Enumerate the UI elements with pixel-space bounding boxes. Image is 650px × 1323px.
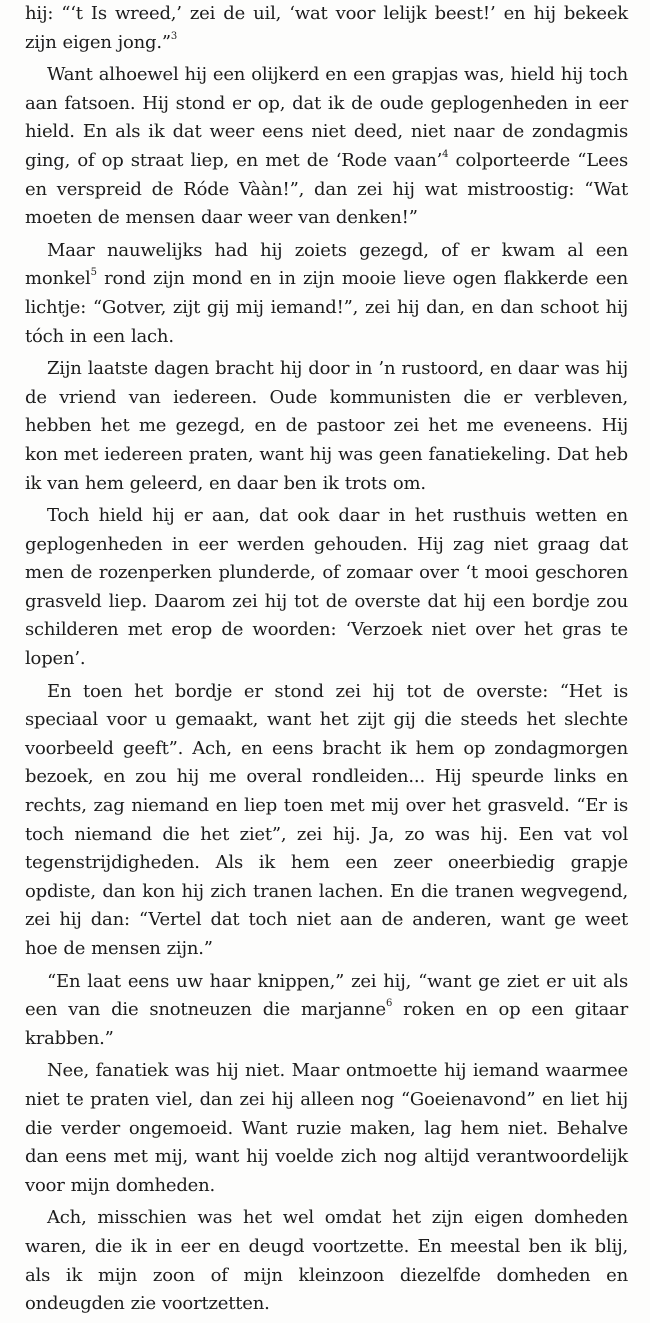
paragraph-text: Toch hield hij er aan, dat ook daar in het rusthuis wetten en geplogenheden in eer werden gehouden. Hij zag niet graag dat men de rozenperken plunderde, of zomaar over ‘t mooi geschoren grasveld liep. Daarom zei hij tot de overste dat hij een bordje zou schilderen met erop de woorden: ‘Verzoek niet over het gras te lopen’. xyxy=(25,505,628,670)
paragraph-4 xyxy=(25,355,628,498)
paragraph-text: rond zijn mond en in zijn mooie lieve ogen flakkerde een lichtje: “Gotver, zijt gij mij iemand!”, zei hij dan, en dan schoot hij tóch in een lach. xyxy=(25,268,628,347)
paragraph-text: roken en op een gitaar krabben.” xyxy=(25,999,628,1049)
paragraph-5 xyxy=(25,502,628,674)
paragraph-text: colporteerde “Lees en verspreid de Róde Vààn!”, dan zei hij wat mistroostig: “Wat moeten de mensen daar weer van denken!” xyxy=(25,149,628,229)
paragraph-6 xyxy=(25,678,628,964)
paragraph-1 xyxy=(25,0,628,57)
paragraph-7 xyxy=(25,968,628,1054)
paragraph-text: Ach, misschien was het wel omdat het zijn eigen domheden waren, die ik in eer en deugd voortzette. En meestal ben ik blij, als ik mijn zoon of mijn kleinzoon diezelfde domheden en ondeugden zie voortzetten. xyxy=(25,1207,628,1315)
paragraph-9 xyxy=(25,1204,628,1318)
paragraph-3 xyxy=(25,237,628,351)
footnote-marker: 3 xyxy=(170,30,178,42)
paragraph-text: Nee, fanatiek was hij niet. Maar ontmoette hij iemand waarmee niet te praten viel, dan zei hij alleen nog “Goeienavond” en liet hij die verder ongemoeid. Want ruzie maken, lag hem niet. Behalve dan eens met mij, want hij voelde zich nog altijd verantwoordelijk voor mijn domheden. xyxy=(25,1060,628,1196)
footnote-marker: 5 xyxy=(90,267,97,279)
footnote-marker: 4 xyxy=(442,148,449,160)
paragraph-text: En toen het bordje er stond zei hij tot de overste: “Het is speciaal voor u gemaakt, want het zijt gij die steeds het slechte voorbeeld geeft”. Ach, en eens bracht ik hem op zondagmorgen bezoek, en zou hij me overal rondleiden... Hij speurde links en rechts, zag niemand en liep toen met mij over het grasveld. “Er is toch niemand die het ziet”, zei hij. Ja, zo was hij. Een vat vol tegenstrijdigheden. Als ik hem een zeer oneerbiedig grapje opdiste, dan kon hij zich tranen lachen. En die tranen wegvegend, zei hij dan: “Vertel dat toch niet aan de anderen, want ge weet hoe de mensen zijn.” xyxy=(25,680,628,959)
paragraph-text: Zijn laatste dagen bracht hij door in ’n rustoord, en daar was hij de vriend van iedereen. Oude kommunisten die er verbleven, hebben het me gezegd, en de pastoor zei het me eveneens. Hij kon met iedereen praten, want hij was geen fanatiekeling. Dat heb ik van hem geleerd, en daar ben ik trots om. xyxy=(25,358,628,494)
book-page xyxy=(25,0,628,1323)
paragraph-8 xyxy=(25,1057,628,1200)
footnote-marker: 6 xyxy=(386,998,393,1010)
paragraph-text: Want alhoewel hij een olijkerd en een grapjas was, hield hij toch aan fatsoen. Hij stond er op, dat ik de oude geplogenheden in eer hield. En als ik dat weer eens niet deed, niet naar de zondagmis ging, of op straat liep, en met de ‘Rode vaan’ xyxy=(25,64,628,171)
paragraph-text: “En laat eens uw haar knippen,” zei hij, “want ge ziet er uit als een van die snotneuzen die marjanne xyxy=(25,970,628,1021)
paragraph-text: Maar nauwelijks had hij zoiets gezegd, of er kwam al een monkel xyxy=(25,239,628,290)
paragraph-text: hij: “‘t Is wreed,’ zei de uil, ‘wat voor lelijk beest!’ en hij bekeek zijn eigen jong.” xyxy=(25,3,628,53)
paragraph-2 xyxy=(25,61,628,233)
